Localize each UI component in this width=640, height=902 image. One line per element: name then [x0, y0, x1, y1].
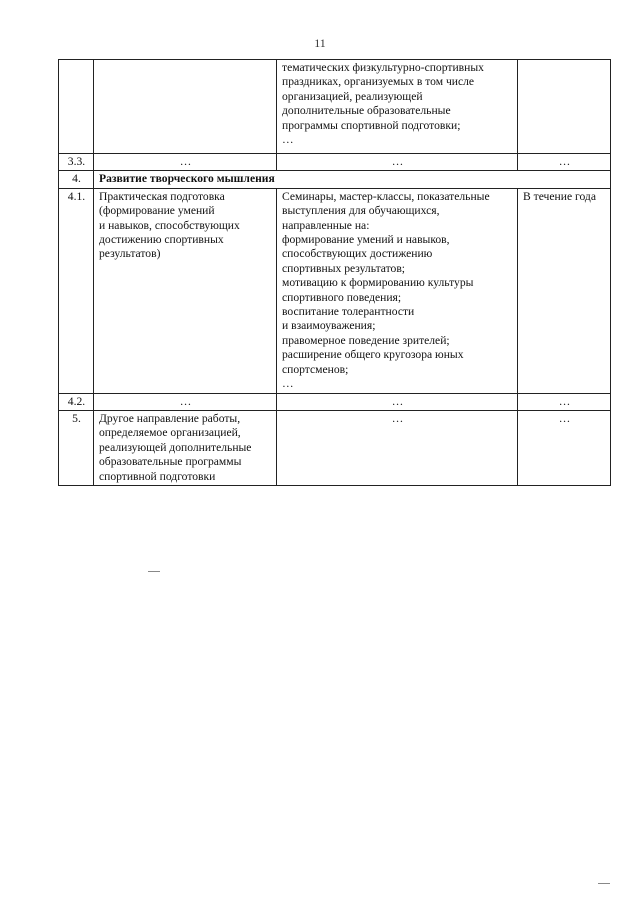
row-number: 3.3.	[59, 154, 94, 171]
term-cell: …	[518, 154, 611, 171]
direction-line: Другое направление работы,	[99, 411, 241, 425]
direction-line: (формирование умений	[99, 204, 215, 218]
term-cell	[518, 188, 611, 393]
scan-mark	[598, 883, 610, 884]
direction-line: достижению спортивных	[99, 233, 224, 247]
activity-line: формирование умений и навыков,	[282, 233, 450, 247]
section-row	[59, 171, 611, 188]
activity-line: …	[282, 133, 294, 147]
activity-line: расширение общего кругозора юных	[282, 348, 464, 362]
activity-line: Семинары, мастер-классы, показательные	[282, 189, 490, 203]
direction-line: и навыков, способствующих	[99, 218, 240, 232]
direction-line: спортивной подготовки	[99, 469, 216, 483]
table-row	[59, 60, 611, 154]
activity-line: спортивных результатов;	[282, 261, 406, 275]
row-number: 4.1.	[59, 188, 94, 393]
row-number: 4.2.	[59, 393, 94, 410]
activity-line: тематических физкультурно-спортивных	[282, 61, 484, 74]
direction-cell: …	[94, 154, 277, 171]
direction-line: определяемое организацией,	[99, 426, 241, 440]
activity-line: направленные на:	[282, 218, 370, 232]
table-row	[59, 393, 611, 410]
direction-cell	[94, 60, 277, 154]
activity-line: способствующих достижению	[282, 247, 433, 261]
activity-cell: …	[277, 410, 518, 485]
direction-line: образовательные программы	[99, 455, 242, 469]
direction-cell: …	[94, 393, 277, 410]
activity-line: программы спортивной подготовки;	[282, 118, 461, 132]
row-number: 5.	[59, 410, 94, 485]
term-text: В течение года	[523, 189, 596, 203]
row-number	[59, 60, 94, 154]
activity-line: организацией, реализующей	[282, 89, 423, 103]
direction-line: Практическая подготовка	[99, 189, 225, 203]
activity-line: мотивацию к формированию культуры	[282, 276, 474, 290]
term-cell: …	[518, 410, 611, 485]
activity-line: спортсменов;	[282, 362, 349, 376]
table-row	[59, 188, 611, 393]
table-row	[59, 154, 611, 171]
section-number: 4.	[59, 171, 94, 188]
term-cell: …	[518, 393, 611, 410]
scan-mark	[148, 571, 160, 572]
activity-cell	[277, 60, 518, 154]
activity-line: выступления для обучающихся,	[282, 204, 440, 218]
activity-line: …	[282, 377, 294, 391]
direction-cell	[94, 410, 277, 485]
activity-line: дополнительные образовательные	[282, 104, 451, 118]
table-row	[59, 410, 611, 485]
section-title: Развитие творческого мышления	[94, 171, 611, 188]
direction-line: реализующей дополнительные	[99, 440, 252, 454]
direction-line: результатов)	[99, 247, 161, 261]
direction-cell	[94, 188, 277, 393]
activity-cell: …	[277, 393, 518, 410]
page-number: 11	[314, 36, 326, 50]
term-cell	[518, 60, 611, 154]
sport-program-table	[58, 59, 611, 486]
activity-line: спортивного поведения;	[282, 290, 402, 304]
activity-line: воспитание толерантности	[282, 305, 415, 319]
activity-line: правомерное поведение зрителей;	[282, 333, 450, 347]
activity-line: и взаимоуважения;	[282, 319, 376, 333]
activity-cell	[277, 188, 518, 393]
activity-cell: …	[277, 154, 518, 171]
activity-line: праздниках, организуемых в том числе	[282, 75, 475, 89]
